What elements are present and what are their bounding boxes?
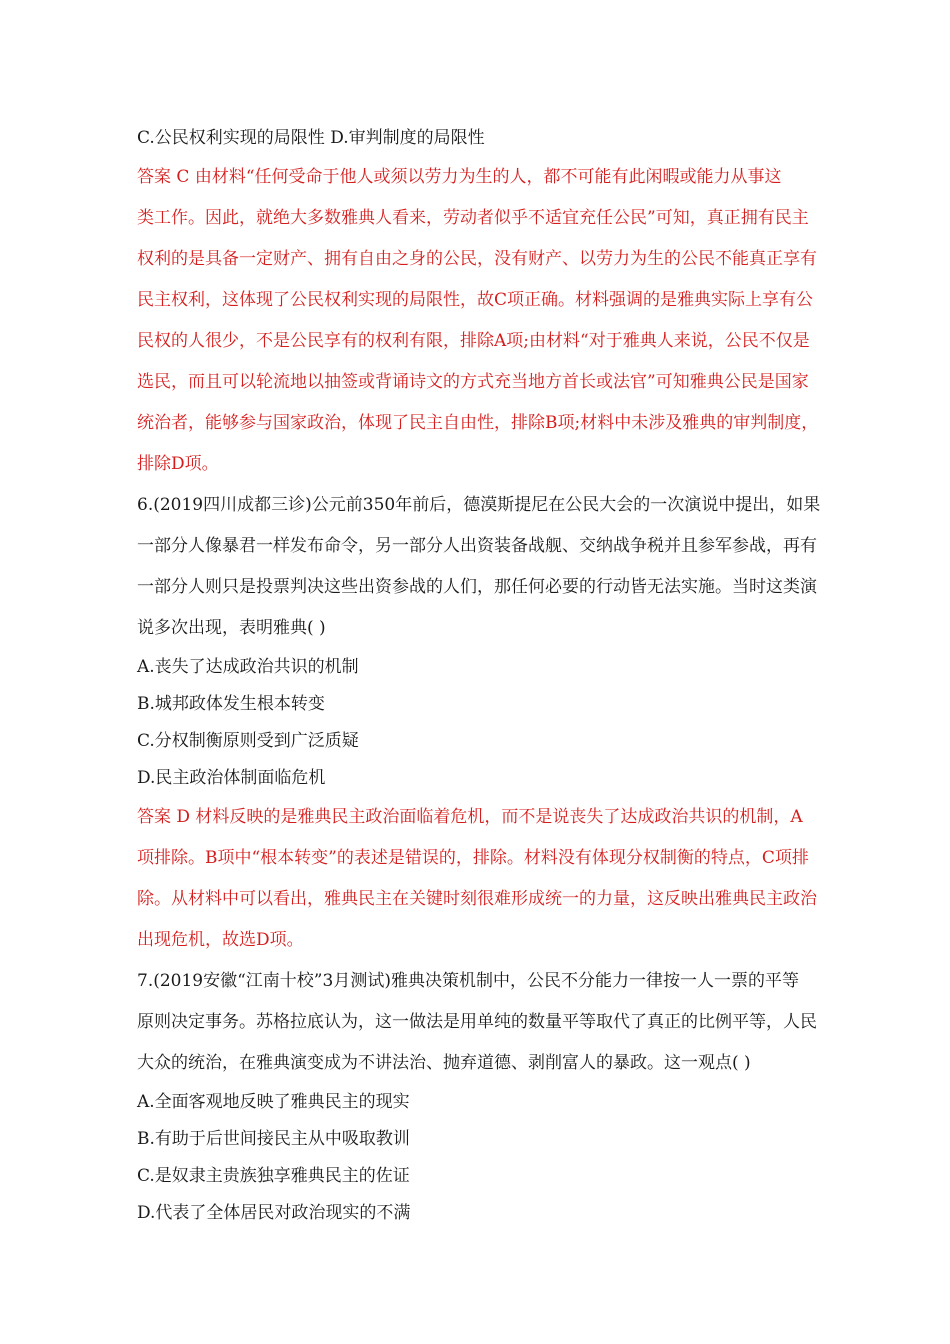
q7-question [137,961,817,1084]
q7-question-line: 7.(2019安徽“江南十校”3月测试)雅典决策机制中，公民不分能力一律按一人一票的平等 [137,971,799,991]
q6-option-a: A.丧失了达成政治共识的机制 [137,657,359,677]
q5-answer-line: 排除D项。 [137,454,219,474]
q7-option-b: B.有助于后世间接民主从中吸取教训 [137,1129,410,1149]
q7-options [137,1084,817,1232]
q6-question-line: 说多次出现，表明雅典( ) [137,618,326,638]
q5-option-cd: C.公民权利实现的局限性 D.审判制度的局限性 [137,128,485,148]
q7-option-c: C.是奴隶主贵族独享雅典民主的佐证 [137,1166,410,1186]
document-page [137,120,821,1232]
q5-answer-line: 类工作。因此，就绝大多数雅典人看来，劳动者似乎不适宜充任公民”可知，真正拥有民主 [137,208,809,228]
q6-question [137,485,821,649]
q6-option-c: C.分权制衡原则受到广泛质疑 [137,731,359,751]
q5-answer-line: 权利的是具备一定财产、拥有自由之身的公民，没有财产、以劳力为生的公民不能真正享有 [137,249,817,269]
q6-answer-line: 出现危机，故选D项。 [137,930,304,950]
q5-answer-line: 民权的人很少，不是公民享有的权利有限，排除A项;由材料“对于雅典人来说，公民不仅是 [137,331,810,351]
q5-answer [137,157,817,485]
q6-question-line: 一部分人则只是投票判决这些出资参战的人们，那任何必要的行动皆无法实施。当时这类演 [137,577,817,597]
q6-option-d: D.民主政治体制面临危机 [137,768,326,788]
q7-question-line: 大众的统治，在雅典演变成为不讲法治、抛弃道德、剥削富人的暴政。这一观点( ) [137,1053,751,1073]
q5-answer-line: 民主权利，这体现了公民权利实现的局限性，故C项正确。材料强调的是雅典实际上享有公 [137,290,814,310]
q5-answer-line: 答案 C 由材料“任何受命于他人或须以劳力为生的人，都不可能有此闲暇或能力从事这 [137,167,782,187]
q6-answer-line: 除。从材料中可以看出，雅典民主在关键时刻很难形成统一的力量，这反映出雅典民主政治 [137,889,817,909]
q7-option-d: D.代表了全体居民对政治现实的不满 [137,1203,411,1223]
q6-answer-line: 答案 D 材料反映的是雅典民主政治面临着危机，而不是说丧失了达成政治共识的机制，A [137,807,803,827]
q6-question-line: 一部分人像暴君一样发布命令，另一部分人出资装备战舰、交纳战争税并且参军参战，再有 [137,536,817,556]
q6-option-b: B.城邦政体发生根本转变 [137,694,325,714]
q5-answer-line: 选民，而且可以轮流地以抽签或背诵诗文的方式充当地方首长或法官”可知雅典公民是国家 [137,372,809,392]
q6-answer [137,797,817,961]
q5-answer-line: 统治者，能够参与国家政治，体现了民主自由性，排除B项;材料中未涉及雅典的审判制度， [137,413,819,433]
q6-question-line: 6.(2019四川成都三诊)公元前350年前后，德漠斯提尼在公民大会的一次演说中提出，如果 [137,495,821,515]
q7-question-line: 原则决定事务。苏格拉底认为，这一做法是用单纯的数量平等取代了真正的比例平等，人民 [137,1012,817,1032]
q6-options [137,649,817,797]
q7-option-a: A.全面客观地反映了雅典民主的现实 [137,1092,410,1112]
q6-answer-line: 项排除。B项中“根本转变”的表述是错误的，排除。材料没有体现分权制衡的特点，C项排 [137,848,809,868]
